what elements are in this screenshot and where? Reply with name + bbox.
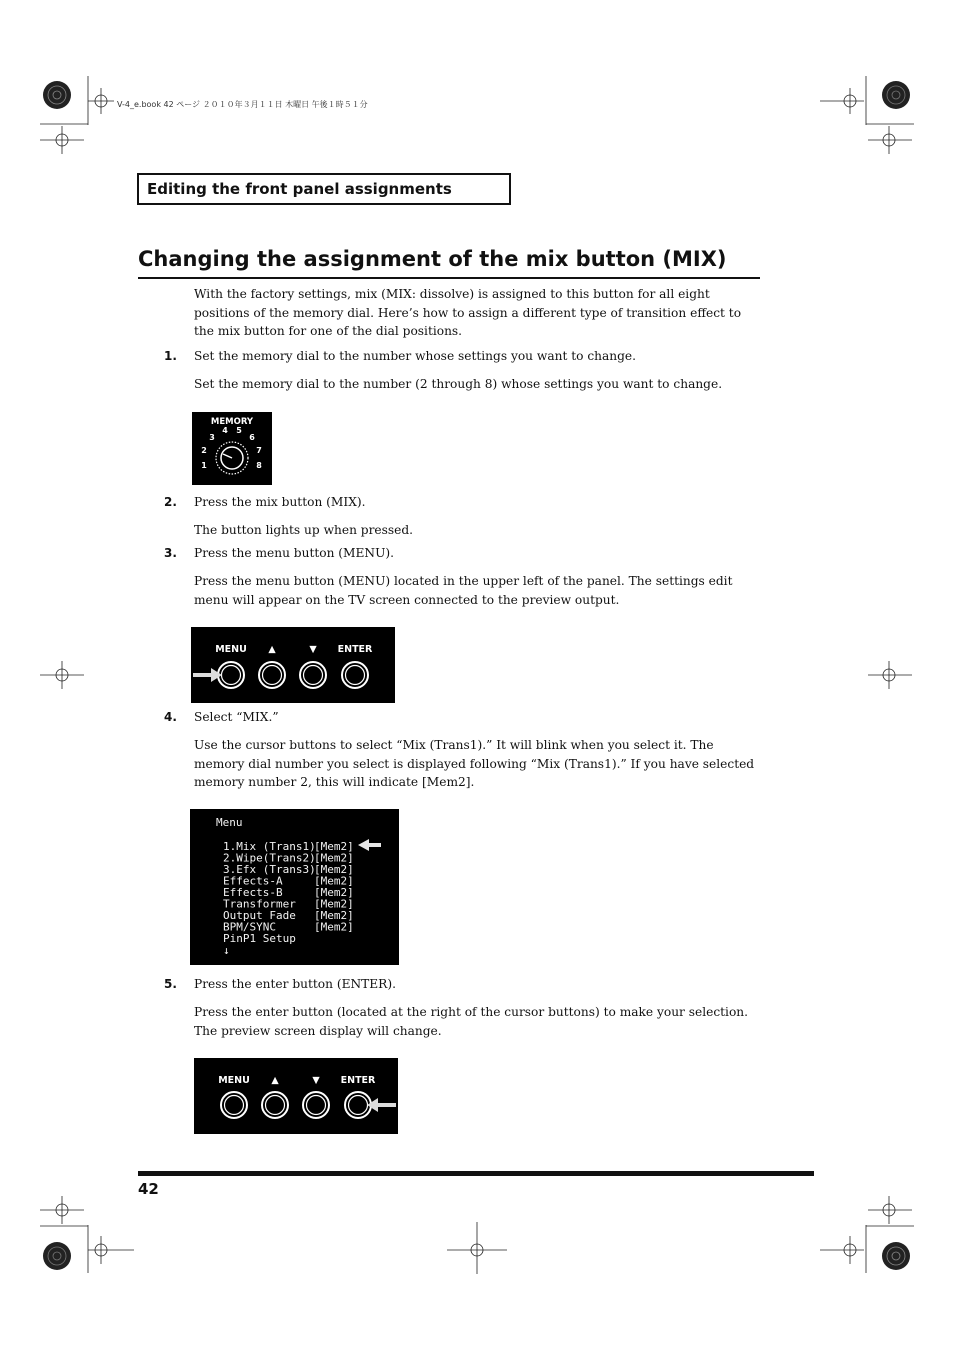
step-5-detail: Press the enter button (located at the right of the cursor buttons) to make your selection. The preview screen display will change. bbox=[194, 1005, 749, 1038]
dial-number-7: 7 bbox=[256, 446, 262, 455]
down-button-label: ▼ bbox=[309, 644, 317, 655]
svg-text:1.Mix (Trans1): 1.Mix (Trans1) bbox=[223, 840, 316, 853]
up-button-2[interactable] bbox=[262, 1092, 288, 1118]
page-number: 42 bbox=[138, 1180, 159, 1198]
memory-dial-label: MEMORY bbox=[210, 417, 254, 427]
svg-text:Effects-B: Effects-B bbox=[223, 886, 283, 899]
panel-buttons-enter-figure bbox=[194, 1058, 398, 1134]
menu-scroll-down-icon: ↓ bbox=[223, 944, 230, 957]
step-4-text: Select “MIX.” bbox=[194, 710, 279, 724]
down-button-2[interactable] bbox=[303, 1092, 329, 1118]
enter-button[interactable] bbox=[342, 662, 368, 688]
step-4-number: 4. bbox=[164, 710, 177, 724]
dial-number-5: 5 bbox=[236, 426, 242, 435]
pointer-arrow-icon-2 bbox=[367, 1098, 396, 1112]
page-title: Changing the assignment of the mix button (MIX) bbox=[138, 247, 727, 271]
step-1-number: 1. bbox=[164, 349, 177, 363]
memory-dial-figure bbox=[192, 412, 272, 485]
menu-button-label: MENU bbox=[215, 644, 247, 655]
svg-text:BPM/SYNC: BPM/SYNC bbox=[223, 920, 276, 934]
svg-text:Output Fade: Output Fade bbox=[223, 909, 296, 922]
step-1-detail: Set the memory dial to the number (2 through 8) whose settings you want to change. bbox=[194, 377, 723, 391]
file-header: V-4_e.book 42 ページ ２０１０年３月１１日 木曜日 午後１時５１分 bbox=[117, 100, 368, 109]
intro-paragraph: With the factory settings, mix (MIX: dissolve) is assigned to this button for all eight positions of the memory dial. Here’s how to assign a different type of transition effect to the mix button for one of the dial positions. bbox=[194, 287, 742, 339]
step-2-detail: The button lights up when pressed. bbox=[194, 523, 414, 537]
step-2-number: 2. bbox=[164, 495, 177, 509]
svg-text:[Mem2]: [Mem2] bbox=[314, 851, 354, 865]
svg-text:PinP1 Setup: PinP1 Setup bbox=[223, 932, 296, 945]
step-5-number: 5. bbox=[164, 977, 177, 991]
step-4-detail: Use the cursor buttons to select “Mix (Trans1).” It will blink when you select it. The memory dial number you select is displayed following “Mix (Trans1).” If you have selected memory number 2, this will indicate [Mem2]. bbox=[194, 738, 755, 790]
svg-text:[Mem2]: [Mem2] bbox=[314, 920, 354, 934]
dial-number-8: 8 bbox=[256, 461, 262, 470]
menu-item-pinp1-setup[interactable] bbox=[223, 932, 296, 945]
svg-text:2.Wipe(Trans2): 2.Wipe(Trans2) bbox=[223, 851, 316, 865]
footer-rule bbox=[138, 1171, 814, 1176]
down-button[interactable] bbox=[300, 662, 326, 688]
svg-text:Effects-A: Effects-A bbox=[223, 874, 283, 888]
step-2-text: Press the mix button (MIX). bbox=[194, 495, 366, 509]
svg-text:[Mem2]: [Mem2] bbox=[314, 897, 354, 911]
up-button-label: ▲ bbox=[268, 644, 276, 655]
selection-arrow-icon bbox=[358, 839, 381, 851]
memory-dial-knob[interactable] bbox=[216, 442, 248, 474]
pointer-arrow-icon bbox=[193, 668, 222, 682]
down-button-label-2: ▼ bbox=[312, 1075, 320, 1086]
svg-text:[Mem2]: [Mem2] bbox=[314, 863, 354, 876]
step-3-detail: Press the menu button (MENU) located in the upper left of the panel. The settings edit menu will appear on the TV screen connected to the preview output. bbox=[194, 574, 733, 607]
menu-screen-title: Menu bbox=[216, 816, 243, 829]
section-title: Editing the front panel assignments bbox=[137, 173, 511, 205]
enter-button-label-2: ENTER bbox=[340, 1075, 376, 1086]
step-3-text: Press the menu button (MENU). bbox=[194, 546, 394, 560]
title-rule bbox=[138, 277, 760, 279]
svg-text:[Mem2]: [Mem2] bbox=[314, 886, 354, 899]
menu-button-label-2: MENU bbox=[218, 1075, 250, 1086]
svg-text:[Mem2]: [Mem2] bbox=[314, 874, 354, 888]
menu-screen-figure bbox=[190, 809, 399, 965]
dial-number-3: 3 bbox=[209, 433, 215, 442]
dial-number-6: 6 bbox=[249, 433, 255, 442]
svg-text:3.Efx (Trans3): 3.Efx (Trans3) bbox=[223, 863, 316, 876]
dial-number-1: 1 bbox=[201, 461, 207, 470]
panel-buttons-menu-figure bbox=[191, 627, 395, 703]
up-button[interactable] bbox=[259, 662, 285, 688]
menu-button-2[interactable] bbox=[221, 1092, 247, 1118]
dial-number-4: 4 bbox=[222, 426, 228, 435]
step-1-text: Set the memory dial to the number whose settings you want to change. bbox=[194, 349, 637, 363]
svg-text:[Mem2]: [Mem2] bbox=[314, 909, 354, 922]
svg-text:[Mem2]: [Mem2] bbox=[314, 840, 354, 853]
up-button-label-2: ▲ bbox=[271, 1075, 279, 1086]
step-3-number: 3. bbox=[164, 546, 177, 560]
enter-button-label: ENTER bbox=[337, 644, 373, 655]
step-5-text: Press the enter button (ENTER). bbox=[194, 977, 396, 991]
dial-number-2: 2 bbox=[201, 446, 207, 455]
svg-text:Transformer: Transformer bbox=[223, 897, 296, 911]
